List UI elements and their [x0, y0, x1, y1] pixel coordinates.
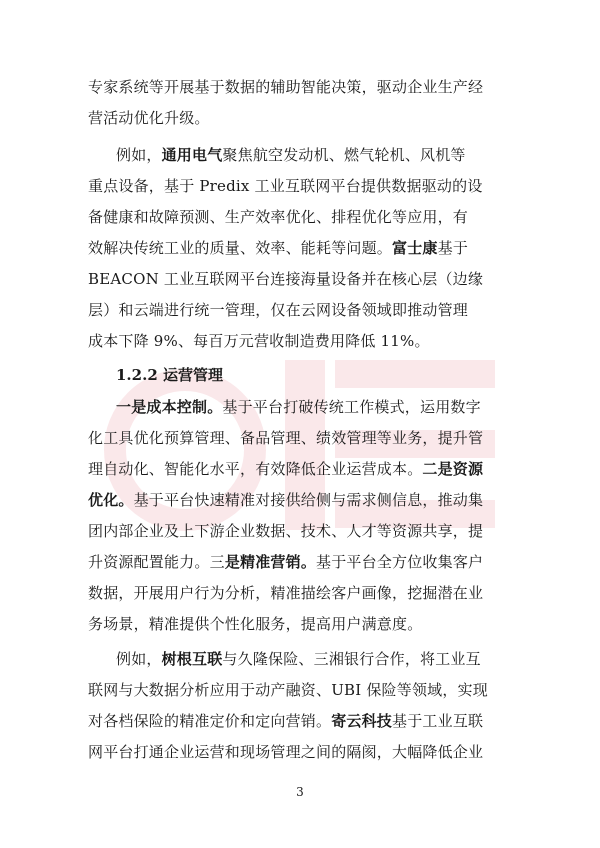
text-line	[88, 516, 518, 547]
text-run: 化工具优化预算管理、备品管理、绩效管理等业务，提升管	[88, 429, 484, 447]
text-run: BEACON 工业互联网平台连接海量设备并在核心层（边缘	[88, 270, 484, 288]
bold-term: 二是资源	[422, 460, 484, 478]
text-run: 基于平台快速精准对接供给侧与需求侧信息，推动集	[133, 491, 484, 509]
text-line	[88, 72, 518, 103]
paragraph-2	[88, 140, 518, 357]
paragraph-3	[88, 392, 518, 640]
text-run: 例如，	[116, 650, 162, 668]
text-run: 基于工业互联	[392, 712, 484, 730]
text-run: 对各档保险的精准定价和定向营销。	[88, 712, 332, 730]
text-line	[88, 392, 518, 423]
text-run: 联网与大数据分析应用于动产融资、UBI 保险等领域，实现	[88, 681, 488, 699]
text-line	[88, 547, 518, 578]
bold-term: 通用电气	[161, 146, 223, 164]
text-line	[88, 454, 518, 485]
section-heading: 1.2.2 运营管理	[116, 366, 223, 384]
text-run: 团内部企业及上下游企业数据、技术、人才等资源共享，提	[88, 522, 484, 540]
text-run: 专家系统等开展基于数据的辅助智能决策，驱动企业生产经	[88, 78, 484, 96]
text-line	[88, 737, 518, 768]
text-line	[88, 103, 518, 134]
text-run: 基于	[437, 239, 469, 257]
text-run: 基于平台打破传统工作模式，运用数字	[222, 398, 481, 416]
text-run: 务场景，精准提供个性化服务，提高用户满意度。	[88, 615, 423, 633]
paragraph-1	[88, 72, 518, 134]
text-line	[88, 202, 518, 233]
text-run: 成本下降 9%、每百万元营收制造费用降低 11%。	[88, 332, 430, 350]
bold-term: 一是成本控制。	[116, 398, 223, 416]
text-run: 备健康和故障预测、生产效率优化、排程优化等应用，有	[88, 208, 469, 226]
text-line	[88, 140, 518, 171]
bold-term: 富士康	[392, 239, 438, 257]
text-run: 营活动优化升级。	[88, 109, 210, 127]
text-line	[88, 644, 518, 675]
text-line	[88, 326, 518, 357]
paragraph-4	[88, 644, 518, 768]
text-run: 理自动化、智能化水平，有效降低企业运营成本。	[88, 460, 423, 478]
text-run: 聚焦航空发动机、燃气轮机、风机等	[222, 146, 466, 164]
text-run: 升资源配置能力。三	[88, 553, 225, 571]
text-run: 基于平台全方位收集客户	[316, 553, 484, 571]
text-line	[88, 264, 518, 295]
text-run: 网平台打通企业运营和现场管理之间的隔阂，大幅降低企业	[88, 743, 484, 761]
text-line	[88, 706, 518, 737]
text-run: 数据，开展用户行为分析，精准描绘客户画像，挖掘潜在业	[88, 584, 484, 602]
text-line	[88, 171, 518, 202]
bold-term: 是精准营销。	[224, 553, 317, 571]
text-run: 与久隆保险、三湘银行合作，将工业互	[222, 650, 481, 668]
text-line	[88, 578, 518, 609]
text-line	[88, 423, 518, 454]
text-run: 层）和云端进行统一管理，仅在云网设备领域即推动管理	[88, 301, 469, 319]
text-run: 效解决传统工业的质量、效率、能耗等问题。	[88, 239, 393, 257]
text-run: 例如，	[116, 146, 162, 164]
text-line	[88, 295, 518, 326]
text-line	[88, 485, 518, 516]
bold-term: 寄云科技	[331, 712, 393, 730]
text-line	[88, 233, 518, 264]
text-run: 重点设备，基于 Predix 工业互联网平台提供数据驱动的设	[88, 177, 483, 195]
text-line	[88, 675, 518, 706]
bold-term: 树根互联	[161, 650, 223, 668]
page-number: 3	[296, 785, 304, 799]
text-line	[88, 609, 518, 640]
bold-term: 优化。	[88, 491, 134, 509]
